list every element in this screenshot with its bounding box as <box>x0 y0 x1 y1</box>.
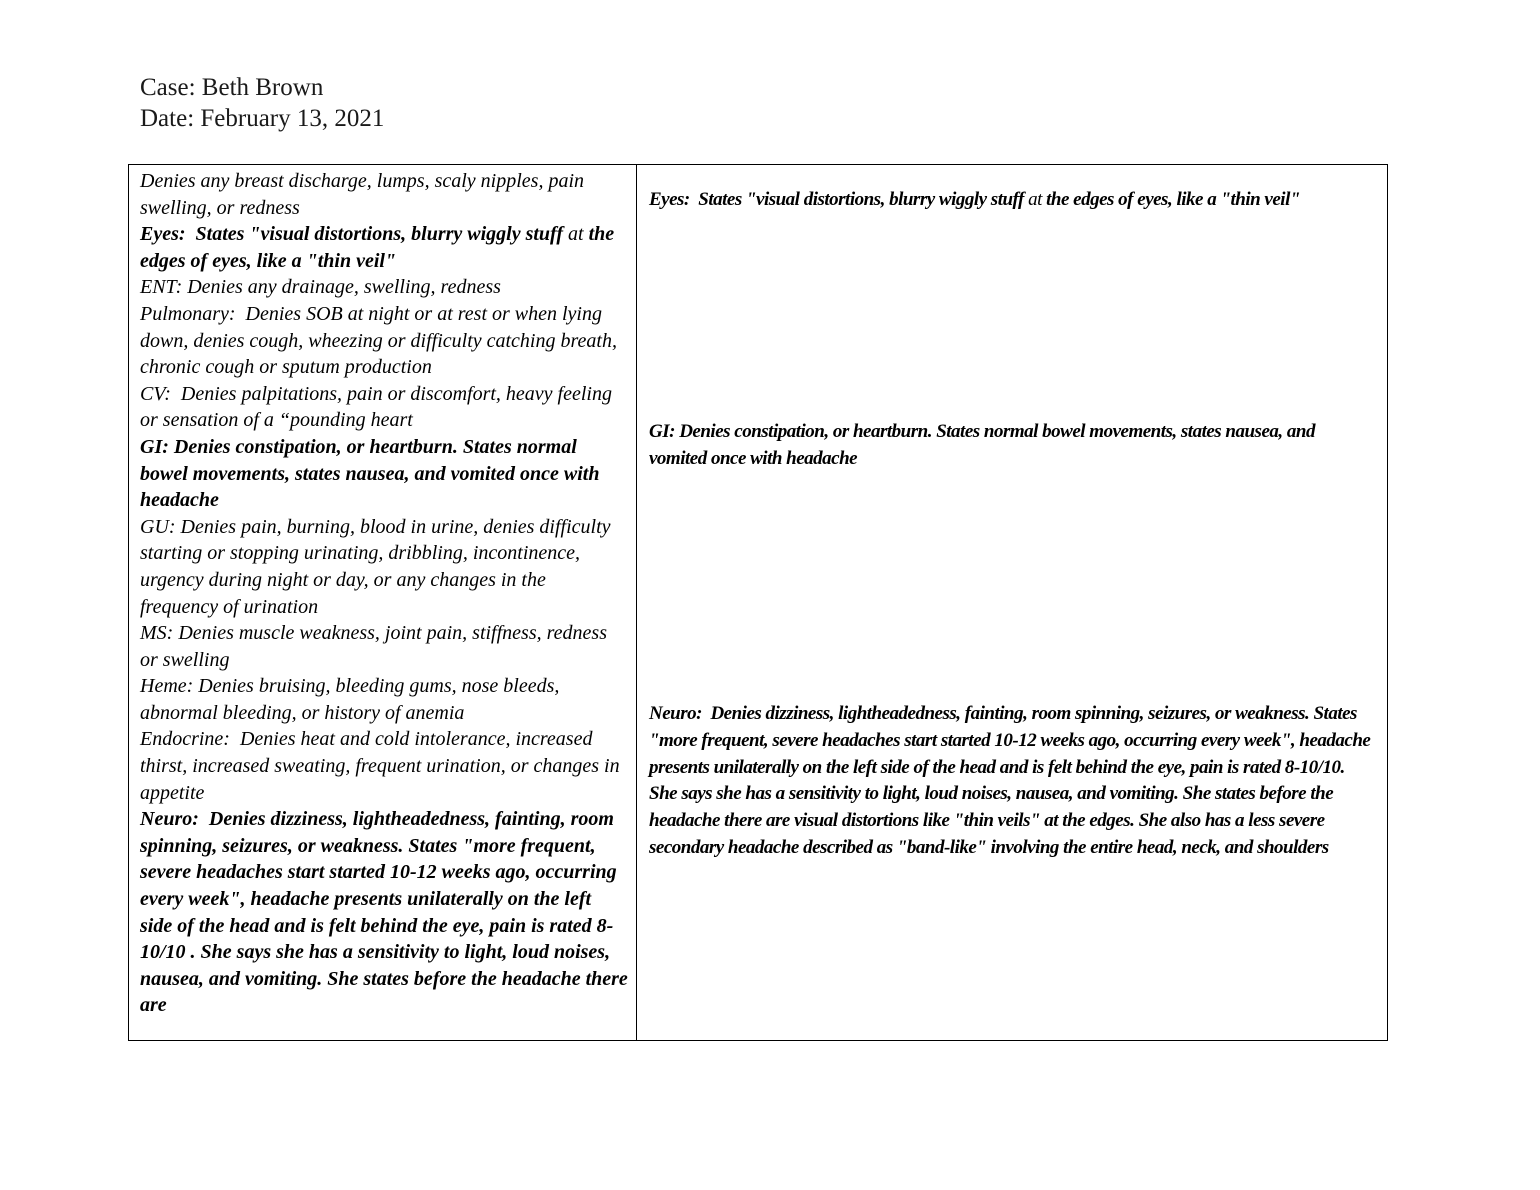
right-gi-block <box>649 419 1371 473</box>
ros-paragraph-pulmonary: Pulmonary: Denies SOB at night or at rest or when lying down, denies cough, wheezing or difficulty catching breath, chronic cough or sputum production <box>140 302 622 379</box>
ros-paragraph-ms: MS: Denies muscle weakness, joint pain, stiffness, redness or swelling <box>140 622 612 671</box>
ros-paragraph-eyes: Eyes: States "visual distortions, blurry wiggly stuff at the edges of eyes, like a "thin veil" <box>140 223 620 272</box>
ros-paragraph-gu: GU: Denies pain, burning, blood in urine, denies difficulty starting or stopping urinating, dribbling, incontinence, urgency during night or day, or any changes in the frequency of urination <box>140 515 616 618</box>
date-line: Date: February 13, 2021 <box>140 105 385 132</box>
ros-left-column <box>129 165 637 1040</box>
ros-paragraph-gi: GI: Denies constipation, or heartburn. States normal bowel movements, states nausea, and vomited once with headache <box>140 435 605 512</box>
ros-paragraph-eyes: Eyes: States "visual distortions, blurry wiggly stuff at the edges of eyes, like a "thin veil" <box>649 189 1300 210</box>
ros-paragraph-heme: Heme: Denies bruising, bleeding gums, nose bleeds, abnormal bleeding, or history of anemia <box>140 675 565 724</box>
right-neuro-block <box>649 701 1375 862</box>
document-header <box>140 72 384 134</box>
ros-paragraph-neuro: Neuro: Denies dizziness, lightheadedness, fainting, room spinning, seizures, or weakness. States "more frequent, severe headaches start started 10-12 weeks ago, occurring every week", headache presents unilaterally on the left side of the head and is felt behind the eye, pain is rated 8-10/10 . She says she has a sensitivity to light, loud noises, nausea, and vomiting. She states before the headache there are <box>140 808 633 1017</box>
ros-paragraph-cv: CV: Denies palpitations, pain or discomfort, heavy feeling or sensation of a “pounding heart <box>140 382 617 432</box>
ros-paragraph-breasts: Denies any breast discharge, lumps, scaly nipples, pain swelling, or redness <box>140 170 590 219</box>
ros-right-column <box>637 165 1387 1040</box>
right-eyes-block <box>649 187 1371 214</box>
ros-paragraph-neuro: Neuro: Denies dizziness, lightheadedness, fainting, room spinning, seizures, or weakness. States "more frequent, severe headaches start started 10-12 weeks ago, occurring every week", headache presents unilaterally on the left side of the head and is felt behind the eye, pain is rated 8-10/10. She says she has a sensitivity to light, loud noises, nausea, and vomiting. She states before the headache there are visual distortions like "thin veils" at the edges. She also has a less severe secondary headache described as "band-like" involving the entire head, neck, and shoulders <box>649 703 1375 858</box>
review-of-systems-table <box>128 164 1388 1041</box>
ros-paragraph-gi: GI: Denies constipation, or heartburn. States normal bowel movements, states nausea, and vomited once with headache <box>649 421 1320 469</box>
ros-paragraph-endocrine: Endocrine: Denies heat and cold intolerance, increased thirst, increased sweating, frequent urination, or changes in appetite <box>140 728 625 804</box>
ros-paragraph-ent: ENT: Denies any drainage, swelling, redness <box>140 276 501 299</box>
case-title: Case: Beth Brown <box>140 74 324 101</box>
